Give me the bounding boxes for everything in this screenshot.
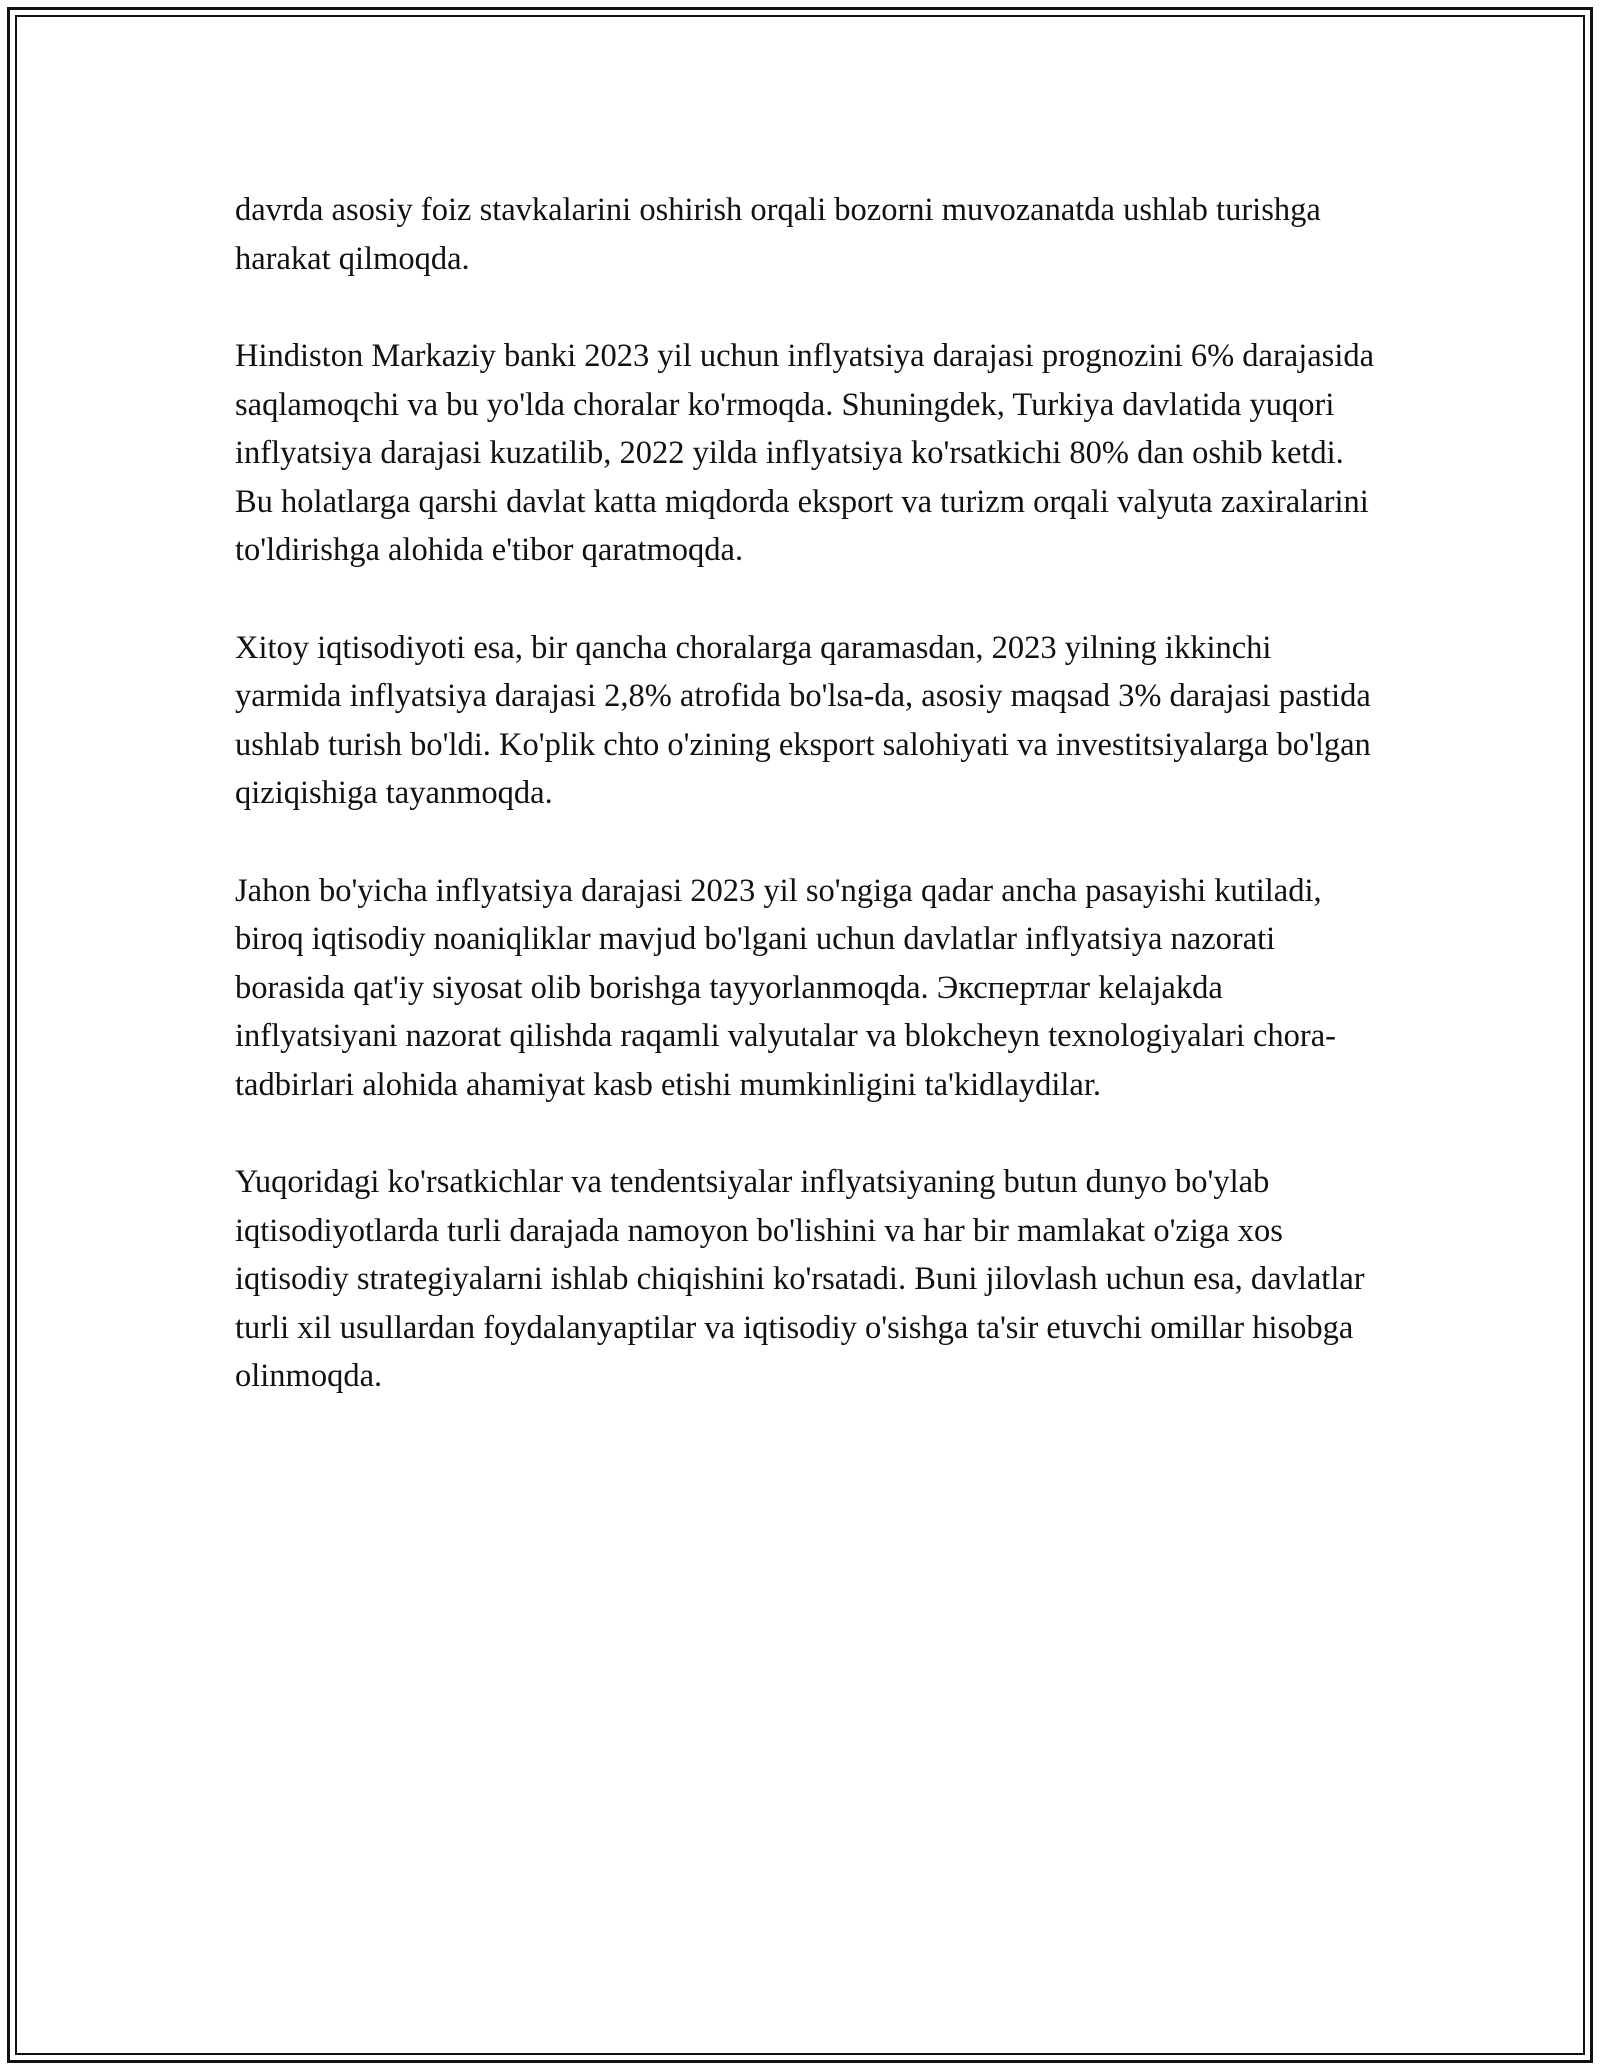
document-body (235, 186, 1375, 1450)
paragraph-1: davrda asosiy foiz stavkalarini oshirish orqali bozorni muvozanatda ushlab turishga harakat qilmoqda. (235, 192, 1321, 277)
paragraph-3: Xitoy iqtisodiyoti esa, bir qancha choralarga qaramasdan, 2023 yilning ikkinchi yarmida inflyatsiya darajasi 2,8% atrofida bo'lsa-da, asosiy maqsad 3% darajasi pastida ushlab turish bo'ldi. Ko'plik chto o'zining eksport salohiyati va investitsiyalarga bo'lgan qiziqishiga tayanmoqda. (235, 629, 1371, 811)
paragraph-2: Hindiston Markaziy banki 2023 yil uchun inflyatsiya darajasi prognozini 6% darajasida saqlamoqchi va bu yo'lda choralar ko'rmoqda. Shuningdek, Turkiya davlatida yuqori inflyatsiya darajasi kuzatilib, 2022 yilda inflyatsiya ko'rsatkichi 80% dan oshib ketdi. Bu holatlarga qarshi davlat katta miqdorda eksport va turizm orqali valyuta zaxiralarini to'ldirishga alohida e'tibor qaratmoqda. (235, 338, 1375, 568)
paragraph-4: Jahon bo'yicha inflyatsiya darajasi 2023 yil so'ngiga qadar ancha pasayishi kutiladi, biroq iqtisodiy noaniqliklar mavjud bo'lgani uchun davlatlar inflyatsiya nazorati borasida qat'iy siyosat olib borishga tayyorlanmoqda. Экспертлar kelajakda inflyatsiyani nazorat qilishda raqamli valyutalar va blokcheyn texnologiyalari chora-tadbirlari alohida ahamiyat kasb etishi mumkinligini ta'kidlaydilar. (235, 872, 1337, 1103)
paragraph-5: Yuqoridagi ko'rsatkichlar va tendentsiyalar inflyatsiyaning butun dunyo bo'ylab iqtisodiyotlarda turli darajada namoyon bo'lishini va har bir mamlakat o'ziga xos iqtisodiy strategiyalarni ishlab chiqishini ko'rsatadi. Buni jilovlash uchun esa, davlatlar turli xil usullardan foydalanyaptilar va iqtisodiy o'sishga ta'sir etuvchi omillar hisobga olinmoqda. (235, 1164, 1365, 1394)
